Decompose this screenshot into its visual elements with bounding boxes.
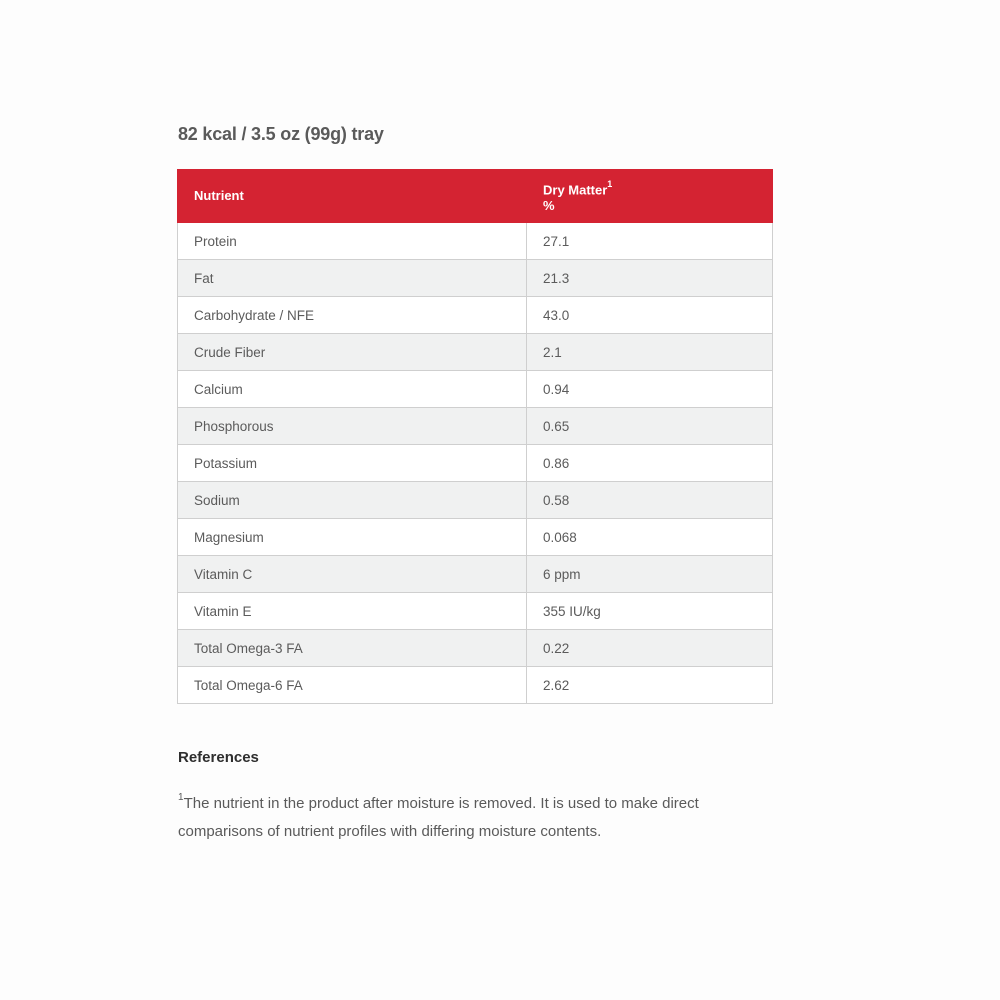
dry-matter-value-cell: 0.94 [527,371,773,408]
nutrient-name-cell: Vitamin E [178,593,527,630]
nutrient-name-cell: Vitamin C [178,556,527,593]
table-row [178,667,773,704]
nutrient-name-cell: Total Omega-3 FA [178,630,527,667]
dry-matter-value-cell: 0.65 [527,408,773,445]
nutrient-name-cell: Magnesium [178,519,527,556]
header-dry-matter-unit: % [543,198,555,214]
table-header-row [178,170,773,223]
dry-matter-value-cell: 2.1 [527,334,773,371]
dry-matter-value-cell: 27.1 [527,223,773,260]
table-row [178,297,773,334]
dry-matter-value-cell: 355 IU/kg [527,593,773,630]
header-dry-matter-footnote-marker: 1 [607,178,613,189]
nutrient-table [177,169,773,704]
table-row [178,556,773,593]
nutrient-name-cell: Total Omega-6 FA [178,667,527,704]
table-row [178,260,773,297]
nutrient-name-cell: Potassium [178,445,527,482]
header-nutrient [178,170,527,223]
table-row [178,371,773,408]
references-title: References [178,749,259,766]
header-dry-matter [527,170,773,223]
dry-matter-value-cell: 0.58 [527,482,773,519]
nutrient-name-cell: Crude Fiber [178,334,527,371]
table-row [178,482,773,519]
dry-matter-value-cell: 0.86 [527,445,773,482]
footnote-marker: 1 [178,792,184,803]
header-nutrient-label: Nutrient [194,188,244,203]
footnote-text: The nutrient in the product after moisture is removed. It is used to make direct comparisons of nutrient profiles with differing moisture contents. [178,795,699,840]
table-row [178,519,773,556]
table-row [178,334,773,371]
nutrient-name-cell: Sodium [178,482,527,519]
nutrient-name-cell: Fat [178,260,527,297]
dry-matter-value-cell: 43.0 [527,297,773,334]
dry-matter-value-cell: 0.22 [527,630,773,667]
table-row [178,593,773,630]
table-row [178,630,773,667]
footnote [178,786,778,846]
table-row [178,223,773,260]
table-row [178,408,773,445]
dry-matter-value-cell: 21.3 [527,260,773,297]
nutrient-name-cell: Protein [178,223,527,260]
nutrient-name-cell: Carbohydrate / NFE [178,297,527,334]
dry-matter-value-cell: 6 ppm [527,556,773,593]
dry-matter-value-cell: 2.62 [527,667,773,704]
header-dry-matter-label: Dry Matter [543,182,608,198]
nutrient-name-cell: Calcium [178,371,527,408]
nutrient-table-body [178,223,773,704]
calorie-heading: 82 kcal / 3.5 oz (99g) tray [178,124,384,144]
table-row [178,445,773,482]
dry-matter-value-cell: 0.068 [527,519,773,556]
nutrient-name-cell: Phosphorous [178,408,527,445]
